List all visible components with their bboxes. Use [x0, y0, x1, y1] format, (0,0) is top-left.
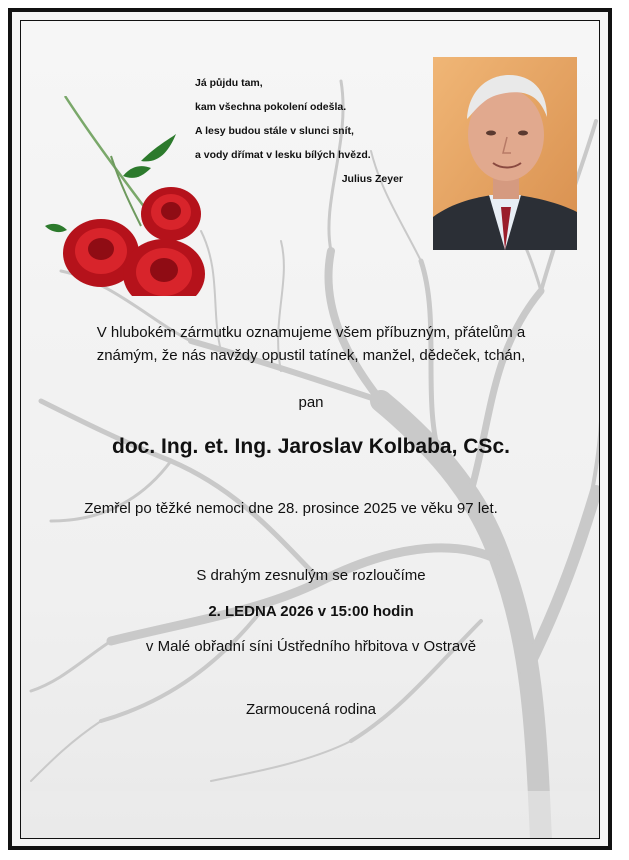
ceremony-place: v Malé obřadní síni Ústředního hřbitova v Ostravě [145, 638, 477, 655]
poem-author: Julius Zeyer [341, 173, 403, 185]
title-word: pan [298, 394, 324, 411]
poem [195, 71, 405, 191]
red-roses-image [41, 96, 211, 296]
intro-line: známým, že nás navždy opustil tatínek, manžel, dědeček, tchán, [96, 347, 526, 364]
poem-line: a vody dřímat v lesku bílých hvězd. [195, 149, 371, 161]
intro-line: V hlubokém zármutku oznamujeme všem příbuzným, přátelům a [96, 324, 526, 341]
farewell-text: S drahým zesnulým se rozloučíme [196, 567, 426, 584]
portrait-photo [433, 57, 577, 250]
poem-line: A lesy budou stále v slunci snít, [195, 125, 354, 137]
intro-text [61, 321, 561, 367]
inner-border [20, 20, 600, 839]
poem-line: Já půjdu tam, [195, 77, 263, 89]
signature: Zarmoucená rodina [245, 701, 377, 718]
death-info: Zemřel po těžké nemoci dne 28. prosince 2025 ve věku 97 let. [84, 500, 498, 517]
ceremony-date: 2. LEDNA 2026 v 15:00 hodin [208, 603, 414, 620]
poem-line: kam všechna pokolení odešla. [195, 101, 347, 113]
deceased-name: doc. Ing. et. Ing. Jaroslav Kolbaba, CSc. [112, 435, 510, 458]
